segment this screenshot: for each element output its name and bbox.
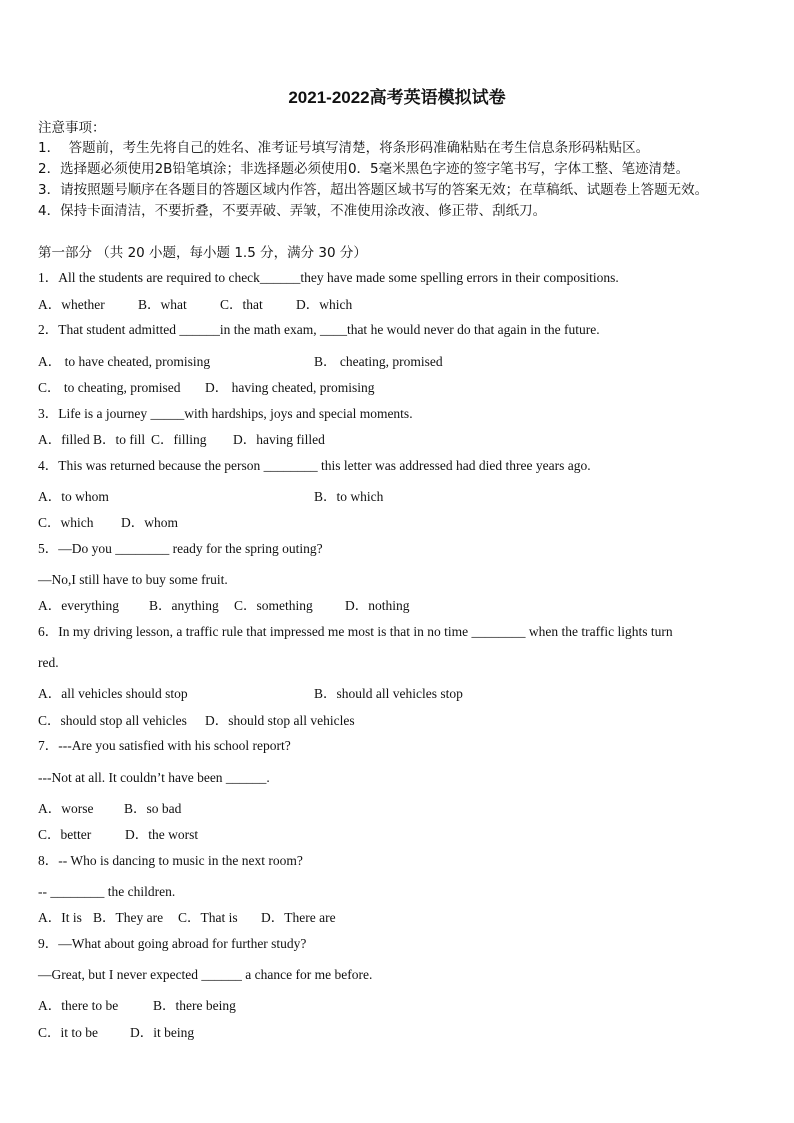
- question-4-option-d: D．whom: [121, 515, 178, 530]
- question-5-option-c: C．something: [234, 598, 313, 613]
- question-7-option-c: C．better: [38, 827, 92, 842]
- question-6-options-row-2: [0, 712, 794, 730]
- question-5-option-d: D．nothing: [345, 598, 410, 613]
- question-4-option-b: B．to which: [314, 489, 384, 504]
- notice-heading: 注意事项：: [38, 120, 106, 136]
- question-9-option-c: C．it to be: [38, 1025, 98, 1040]
- question-7-reply: ---Not at all. It couldn’t have been ______.: [38, 770, 270, 785]
- question-6-option-b: B．should all vehicles stop: [314, 686, 463, 701]
- question-1-option-d: D．which: [296, 297, 353, 312]
- question-4-options-row-1: [0, 488, 794, 506]
- question-3-option-b: B．to fill: [93, 432, 146, 447]
- question-3-stem: 3．Life is a journey _____with hardships, joys and special moments.: [38, 406, 413, 421]
- question-8-option-c: C．That is: [178, 910, 238, 925]
- question-2-option-b: B． cheating, promised: [314, 354, 443, 369]
- question-6-option-c: C．should stop all vehicles: [38, 713, 187, 728]
- question-1-option-b: B．what: [138, 297, 187, 312]
- question-8-option-b: B．They are: [93, 910, 164, 925]
- question-9-options-row-2: [0, 1024, 794, 1042]
- notice-item-3: 3．请按照题号顺序在各题目的答题区域内作答，超出答题区域书写的答案无效；在草稿纸、试题卷上答题无效。: [38, 182, 709, 198]
- page-title: 2021-2022高考英语模拟试卷: [288, 88, 506, 107]
- question-7-options-row-2: [0, 826, 794, 844]
- question-6-stem-continued: red.: [38, 655, 59, 670]
- question-7-stem: 7．---Are you satisfied with his school report?: [38, 738, 291, 753]
- notice-item-1: 1． 答题前，考生先将自己的姓名、准考证号填写清楚，将条形码准确粘贴在考生信息条形码粘贴区。: [38, 140, 650, 156]
- question-1-option-a: A．whether: [38, 297, 105, 312]
- question-8-stem: 8．-- Who is dancing to music in the next room?: [38, 853, 303, 868]
- question-2-option-c: C． to cheating, promised: [38, 380, 181, 395]
- question-7-option-d: D．the worst: [125, 827, 199, 842]
- question-5-options: [0, 597, 794, 615]
- question-3-option-a: A．filled: [38, 432, 90, 447]
- question-8-option-d: D．There are: [261, 910, 336, 925]
- question-4-options-row-2: [0, 514, 794, 532]
- notice-item-4: 4．保持卡面清洁，不要折叠，不要弄破、弄皱，不准使用涂改液、修正带、刮纸刀。: [38, 203, 547, 219]
- question-9-option-a: A．there to be: [38, 998, 119, 1013]
- question-3-options: [0, 431, 794, 449]
- question-9-option-d: D．it being: [130, 1025, 195, 1040]
- question-5-option-b: B．anything: [149, 598, 219, 613]
- question-6-option-d: D．should stop all vehicles: [205, 713, 355, 728]
- question-2-option-d: D． having cheated, promising: [205, 380, 375, 395]
- question-6-option-a: A．all vehicles should stop: [38, 686, 188, 701]
- question-4-option-a: A．to whom: [38, 489, 109, 504]
- question-8-options: [0, 909, 794, 927]
- question-6-stem: 6．In my driving lesson, a traffic rule that impressed me most is that in no time ________ when the traffic lights turn: [38, 624, 673, 639]
- question-7-option-b: B．so bad: [124, 801, 182, 816]
- question-9-reply: —Great, but I never expected ______ a chance for me before.: [38, 967, 373, 982]
- question-1-stem: 1．All the students are required to check______they have made some spelling errors in their compositions.: [38, 270, 619, 285]
- question-2-options-row-2: [0, 379, 794, 397]
- question-3-option-d: D．having filled: [233, 432, 325, 447]
- question-3-option-c: C．filling: [151, 432, 207, 447]
- question-5-stem: 5．—Do you ________ ready for the spring outing?: [38, 541, 323, 556]
- question-7-options-row-1: [0, 800, 794, 818]
- question-6-options-row-1: [0, 685, 794, 703]
- question-4-option-c: C．which: [38, 515, 94, 530]
- question-1-options: [0, 296, 794, 314]
- question-8-reply: -- ________ the children.: [38, 884, 176, 899]
- question-5-option-a: A．everything: [38, 598, 119, 613]
- question-9-option-b: B．there being: [153, 998, 236, 1013]
- question-9-stem: 9．—What about going abroad for further study?: [38, 936, 307, 951]
- section-heading: 第一部分 （共 20 小题，每小题 1.5 分，满分 30 分）: [38, 245, 367, 261]
- question-4-stem: 4．This was returned because the person ________ this letter was addressed had died three years ago.: [38, 458, 591, 473]
- question-7-option-a: A．worse: [38, 801, 94, 816]
- question-2-option-a: A． to have cheated, promising: [38, 354, 211, 369]
- question-9-options-row-1: [0, 997, 794, 1015]
- question-5-reply: —No,I still have to buy some fruit.: [38, 572, 228, 587]
- question-2-stem: 2．That student admitted ______in the math exam, ____that he would never do that again in the future.: [38, 322, 600, 337]
- question-2-options-row-1: [0, 353, 794, 371]
- question-8-option-a: A．It is: [38, 910, 82, 925]
- notice-item-2: 2．选择题必须使用2B铅笔填涂；非选择题必须使用0．5毫米黑色字迹的签字笔书写，字体工整、笔迹清楚。: [38, 161, 690, 177]
- question-1-option-c: C．that: [220, 297, 263, 312]
